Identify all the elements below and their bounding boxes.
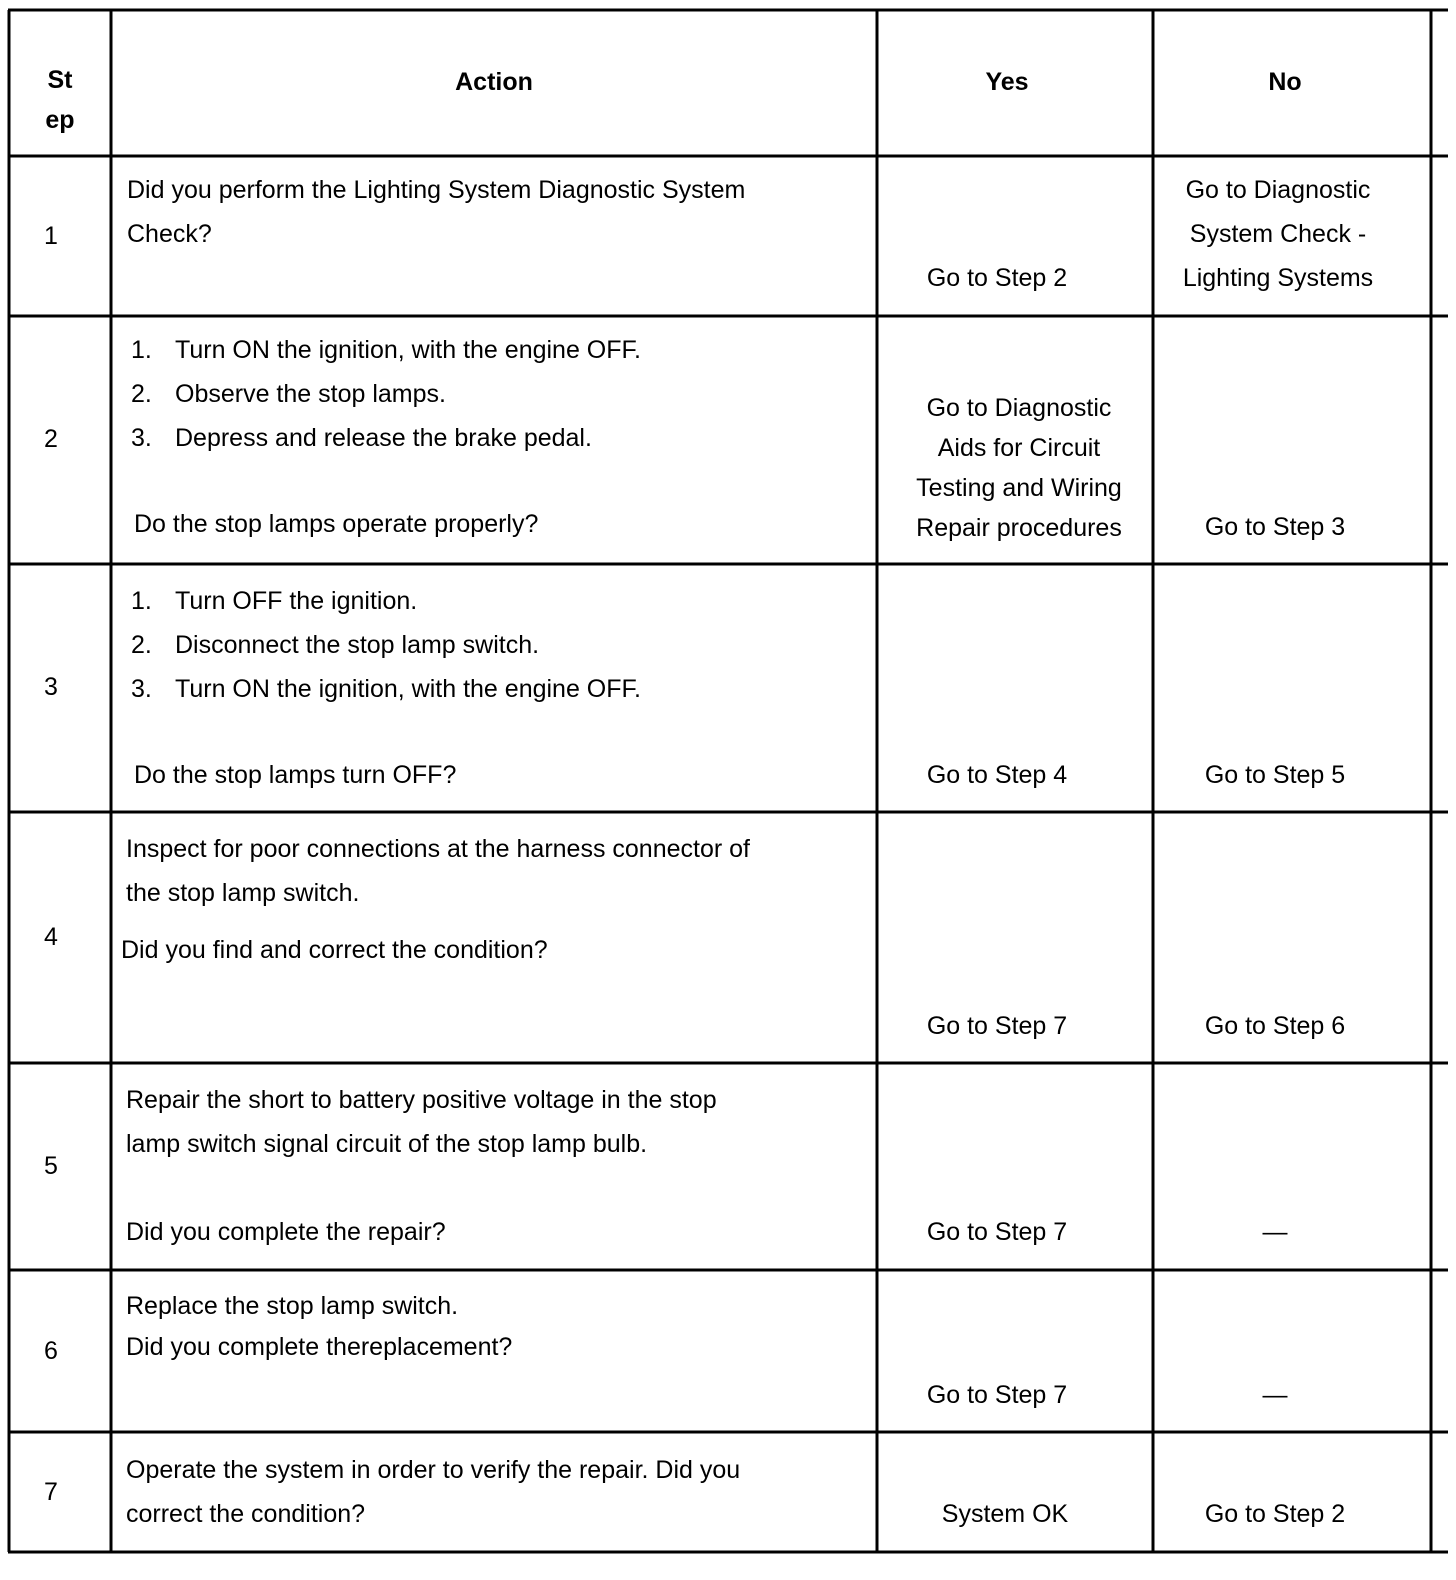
no-result: Go to Step 5 [1204,761,1346,789]
action-line: lamp switch signal circuit of the stop lamp bulb. [126,1130,648,1158]
yes-line: Repair procedures [916,514,1122,542]
action-step: 2. Observe the stop lamps. [131,380,446,408]
yes-result: Go to Step 7 [926,1381,1068,1409]
action-line: Did you perform the Lighting System Diagnostic System [127,176,746,204]
action-steps [127,579,867,711]
action-text [126,1448,866,1536]
yes-result [877,388,1161,548]
no-line: System Check - [1189,220,1367,248]
yes-result: Go to Step 7 [926,1012,1068,1040]
header-step: St ep [45,66,75,134]
action-text [127,579,867,711]
action-step: 1. Turn ON the ignition, with the engine OFF. [131,336,641,364]
header-action: Action [455,68,533,96]
step-number: 4 [44,923,58,951]
action-step: 3. Turn ON the ignition, with the engine OFF. [131,675,641,703]
yes-line: Testing and Wiring [916,474,1122,502]
action-question: Do the stop lamps turn OFF? [134,761,457,789]
step-number: 3 [44,673,58,701]
yes-result: Go to Step 7 [926,1218,1068,1246]
yes-result: System OK [941,1500,1069,1528]
yes-line: Go to Diagnostic [926,394,1112,422]
yes-result: Go to Step 2 [926,264,1068,292]
action-line: Inspect for poor connections at the harness connector of [126,835,750,863]
yes-line: Aids for Circuit [937,434,1101,462]
action-line: Replace the stop lamp switch. [126,1292,459,1320]
no-result [1153,168,1403,300]
action-line: Repair the short to battery positive voltage in the stop [126,1086,717,1114]
no-result: Go to Step 3 [1204,513,1346,541]
action-question: Did you find and correct the condition? [121,936,548,964]
action-line: Check? [127,220,212,248]
header-no: No [1268,68,1302,96]
action-step: 3. Depress and release the brake pedal. [131,424,592,452]
action-line: correct the condition? [126,1500,366,1528]
step-number: 5 [44,1152,58,1180]
action-line: the stop lamp switch. [126,879,360,907]
action-line: Operate the system in order to verify the repair. Did you [126,1456,741,1484]
no-result: Go to Step 6 [1204,1012,1346,1040]
no-result: — [1262,1381,1288,1409]
action-steps [127,328,867,460]
step-number: 7 [44,1478,58,1506]
action-text [126,1286,866,1368]
action-text [127,168,867,256]
action-step: 2. Disconnect the stop lamp switch. [131,631,540,659]
action-text [126,827,866,915]
action-step: 1. Turn OFF the ignition. [131,587,418,615]
action-line: Did you complete thereplacement? [126,1333,513,1361]
action-question: Do the stop lamps operate properly? [134,510,539,538]
action-text [127,328,867,460]
action-text [126,1078,866,1166]
no-result: Go to Step 2 [1204,1500,1346,1528]
no-line: Go to Diagnostic [1185,176,1371,204]
header-yes: Yes [985,68,1029,96]
yes-result: Go to Step 4 [926,761,1068,789]
step-number: 1 [44,222,58,250]
step-number: 2 [44,425,58,453]
no-line: Lighting Systems [1182,264,1374,292]
action-question: Did you complete the repair? [126,1218,446,1246]
no-result: — [1262,1218,1288,1246]
step-number: 6 [44,1337,58,1365]
